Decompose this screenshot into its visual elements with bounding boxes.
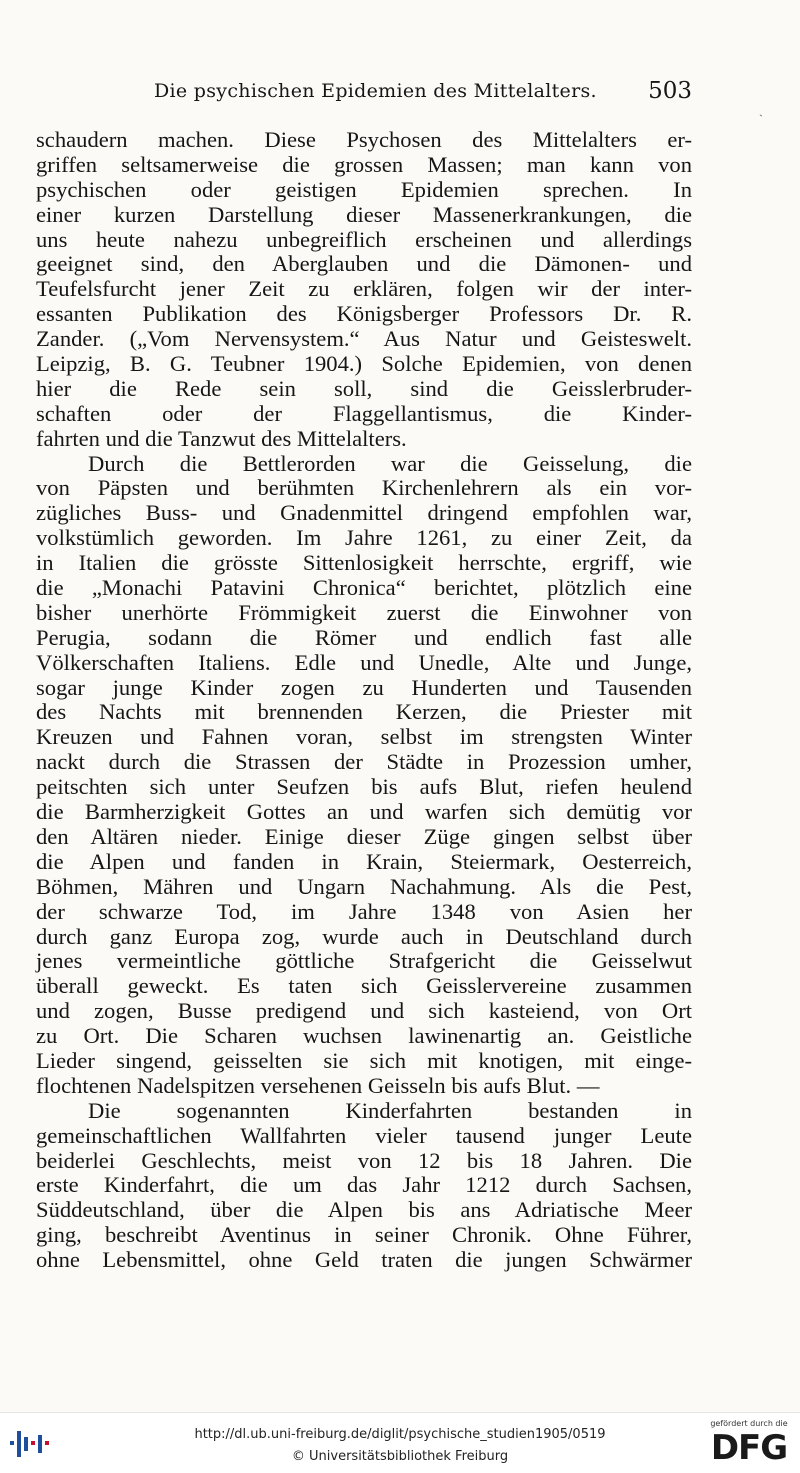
text-line: essanten Publikation des Königsberger Professors Dr. R.	[36, 301, 692, 327]
page-number: 503	[648, 78, 692, 104]
text-line: die „Monachi Patavini Chronica“ berichtet, plötzlich eine	[36, 575, 692, 601]
text-line: in Italien die grösste Sittenlosigkeit herrschte, ergriff, wie	[36, 550, 692, 576]
text-line: volkstümlich geworden. Im Jahre 1261, zu einer Zeit, da	[36, 525, 692, 551]
running-head: Die psychischen Epidemien des Mittelalters.	[154, 80, 597, 102]
text-line: sogar junge Kinder zogen zu Hunderten und Tausenden	[36, 674, 692, 700]
text-line: einer kurzen Darstellung dieser Massenerkrankungen, die	[36, 201, 692, 227]
text-line: jenes vermeintliche göttliche Strafgericht die Geisselwut	[36, 948, 692, 974]
text-line: psychischen oder geistigen Epidemien sprechen. In	[36, 176, 692, 202]
text-line: beiderlei Geschlechts, meist von 12 bis 18 Jahren. Die	[36, 1147, 692, 1173]
text-line: geeignet sind, den Aberglauben und die Dämonen- und	[36, 251, 692, 277]
text-line: ging, beschreibt Aventinus in seiner Chronik. Ohne Führer,	[36, 1222, 692, 1248]
text-line: die Barmherzigkeit Gottes an und warfen sich demütig vor	[36, 799, 692, 825]
text-line: zu Ort. Die Scharen wuchsen lawinenartig an. Geistliche	[36, 1023, 692, 1049]
text-line: peitschten sich unter Seufzen bis aufs Blut, riefen heulend	[36, 774, 692, 800]
text-line: flochtenen Nadelspitzen versehenen Geisseln bis aufs Blut. —	[36, 1072, 600, 1098]
page-header	[36, 78, 692, 114]
text-line: fahrten und die Tanzwut des Mittelalters.	[36, 425, 407, 451]
text-line: schaudern machen. Diese Psychosen des Mittelalters er-	[36, 127, 692, 152]
copyright-notice: © Universitätsbibliothek Freiburg	[291, 1449, 509, 1464]
text-line: Völkerschaften Italiens. Edle und Unedle, Alte und Junge,	[36, 649, 692, 675]
text-line: Die sogenannten Kinderfahrten bestanden in	[88, 1097, 692, 1123]
text-line: die Alpen und fanden in Krain, Steiermark, Oesterreich,	[36, 848, 692, 874]
dfg-logo	[706, 1419, 792, 1471]
text-line: nackt durch die Strassen der Städte in Prozession umher,	[36, 749, 692, 775]
text-line: gemeinschaftlichen Wallfahrten vieler tausend junger Leute	[36, 1122, 692, 1148]
text-line: griffen seltsamerweise die grossen Massen; man kann von	[36, 151, 692, 177]
dfg-caption: gefördert durch die	[710, 1419, 788, 1428]
text-line: Leipzig, B. G. Teubner 1904.) Solche Epidemien, von denen	[36, 351, 692, 377]
text-line: Perugia, sodann die Römer und endlich fast alle	[36, 624, 692, 650]
text-line: der schwarze Tod, im Jahre 1348 von Asien her	[36, 898, 692, 924]
text-line: bisher unerhörte Frömmigkeit zuerst die Einwohner von	[36, 599, 692, 625]
scan-speck: ˏ	[759, 103, 763, 117]
body-text	[36, 128, 692, 1273]
text-line: durch ganz Europa zog, wurde auch in Deutschland durch	[36, 923, 692, 949]
text-line: Böhmen, Mähren und Ungarn Nachahmung. Als die Pest,	[36, 873, 692, 899]
text-line: und zogen, Busse predigend und sich kasteiend, von Ort	[36, 998, 692, 1024]
dfg-wordmark: DFG	[710, 1428, 788, 1468]
text-line: erste Kinderfahrt, die um das Jahr 1212 durch Sachsen,	[36, 1172, 692, 1198]
text-line: Lieder singend, geisselten sie sich mit knotigen, mit einge-	[36, 1047, 692, 1073]
text-line: schaften oder der Flaggellantismus, die Kinder-	[36, 400, 692, 426]
text-line: Teufelsfurcht jener Zeit zu erklären, folgen wir der inter-	[36, 276, 692, 302]
text-line: von Päpsten und berühmten Kirchenlehrern als ein vor-	[36, 475, 692, 501]
text-line: des Nachts mit brennenden Kerzen, die Priester mit	[36, 699, 692, 725]
viewer-footer	[0, 1412, 800, 1473]
text-line: Süddeutschland, über die Alpen bis ans Adriatische Meer	[36, 1197, 692, 1223]
text-line: überall geweckt. Es taten sich Geisslervereine zusammen	[36, 973, 692, 999]
text-line: den Altären nieder. Einige dieser Züge gingen selbst über	[36, 823, 692, 849]
text-line: hier die Rede sein soll, sind die Geisslerbruder-	[36, 375, 692, 401]
text-line: Kreuzen und Fahnen voran, selbst im strengsten Winter	[36, 724, 692, 750]
permalink-url[interactable]: http://dl.ub.uni-freiburg.de/diglit/psychische_studien1905/0519	[194, 1427, 606, 1442]
text-line: ohne Lebensmittel, ohne Geld traten die jungen Schwärmer	[36, 1247, 692, 1273]
text-line: Zander. („Vom Nervensystem.“ Aus Natur und Geisteswelt.	[36, 326, 692, 352]
text-line: Durch die Bettlerorden war die Geisselung, die	[88, 450, 692, 476]
text-line: uns heute nahezu unbegreiflich erscheinen und allerdings	[36, 226, 692, 252]
text-line: zügliches Buss- und Gnadenmittel dringend empfohlen war,	[36, 500, 692, 526]
